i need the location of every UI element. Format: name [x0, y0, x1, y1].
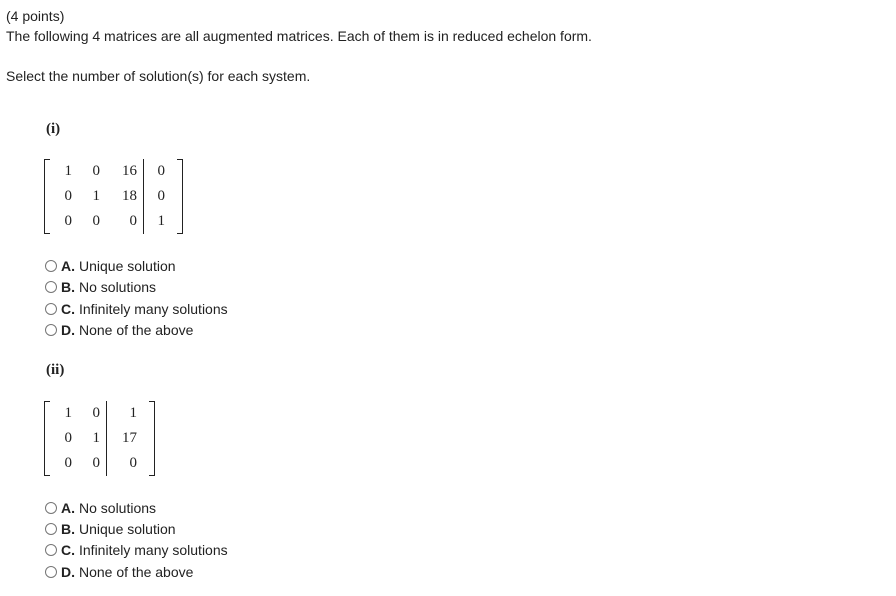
radio-button[interactable]: [45, 260, 57, 272]
augmented-matrix-ii: [44, 401, 155, 476]
matrix-cell: 1: [144, 209, 172, 234]
matrix-row: [58, 159, 171, 184]
option-text: No solutions: [79, 279, 157, 295]
radio-button[interactable]: [45, 566, 57, 578]
matrix-cell: 16: [122, 163, 137, 179]
matrix-cell: 0: [92, 163, 100, 179]
matrix-row: [58, 184, 171, 209]
radio-button[interactable]: [45, 502, 57, 514]
matrix-cell: 0: [144, 184, 172, 209]
matrix-cell: 1: [64, 163, 72, 179]
option-i-b[interactable]: [44, 277, 156, 297]
matrix-right-bracket: [149, 401, 155, 476]
option-ii-d[interactable]: [44, 562, 193, 582]
part-label-ii: (ii): [46, 362, 65, 378]
matrix-cell: 1: [92, 430, 100, 446]
matrix-cell: 0: [64, 213, 72, 229]
part-label-i: (i): [46, 121, 61, 137]
matrix-table-i: [58, 159, 171, 234]
matrix-right-bracket: [177, 159, 183, 234]
option-letter: A.: [61, 258, 75, 274]
option-text: Infinitely many solutions: [79, 542, 228, 558]
matrix-cell: 0: [92, 213, 100, 229]
option-ii-a[interactable]: [44, 498, 156, 518]
matrix-cell: 1: [107, 401, 144, 426]
option-letter: A.: [61, 500, 75, 516]
option-ii-c[interactable]: [44, 540, 228, 560]
matrix-row: [58, 401, 143, 426]
question-instruction: Select the number of solution(s) for each system.: [6, 68, 311, 84]
points-label: (4 points): [6, 8, 65, 24]
question-intro: The following 4 matrices are all augmented matrices. Each of them is in reduced echelon form.: [6, 28, 592, 44]
matrix-left-bracket: [44, 159, 50, 234]
option-text: None of the above: [79, 564, 194, 580]
option-text: No solutions: [79, 500, 157, 516]
option-letter: B.: [61, 521, 75, 537]
matrix-cell: 0: [64, 188, 72, 204]
matrix-cell: 0: [64, 430, 72, 446]
option-i-a[interactable]: [44, 256, 176, 276]
matrix-cell: 0: [64, 455, 72, 471]
matrix-cell: 0: [144, 159, 172, 184]
option-i-d[interactable]: [44, 320, 193, 340]
radio-button[interactable]: [45, 324, 57, 336]
radio-button[interactable]: [45, 544, 57, 556]
option-text: Unique solution: [79, 521, 176, 537]
option-letter: D.: [61, 564, 75, 580]
option-letter: C.: [61, 542, 75, 558]
option-letter: C.: [61, 301, 75, 317]
option-ii-b[interactable]: [44, 519, 176, 539]
matrix-left-bracket: [44, 401, 50, 476]
matrix-cell: 17: [107, 426, 144, 451]
matrix-table-ii: [58, 401, 143, 476]
matrix-cell: 0: [107, 451, 144, 476]
option-text: Infinitely many solutions: [79, 301, 228, 317]
option-i-c[interactable]: [44, 299, 228, 319]
matrix-cell: 1: [64, 405, 72, 421]
radio-button[interactable]: [45, 303, 57, 315]
radio-button[interactable]: [45, 281, 57, 293]
matrix-row: [58, 209, 171, 234]
option-letter: B.: [61, 279, 75, 295]
matrix-cell: 1: [92, 188, 100, 204]
option-letter: D.: [61, 322, 75, 338]
matrix-cell: 0: [92, 405, 100, 421]
augmented-matrix-i: [44, 159, 183, 234]
option-text: Unique solution: [79, 258, 176, 274]
matrix-cell: 18: [122, 188, 137, 204]
matrix-row: [58, 426, 143, 451]
option-text: None of the above: [79, 322, 194, 338]
matrix-cell: 0: [92, 455, 100, 471]
matrix-row: [58, 451, 143, 476]
radio-button[interactable]: [45, 523, 57, 535]
matrix-cell: 0: [129, 213, 137, 229]
